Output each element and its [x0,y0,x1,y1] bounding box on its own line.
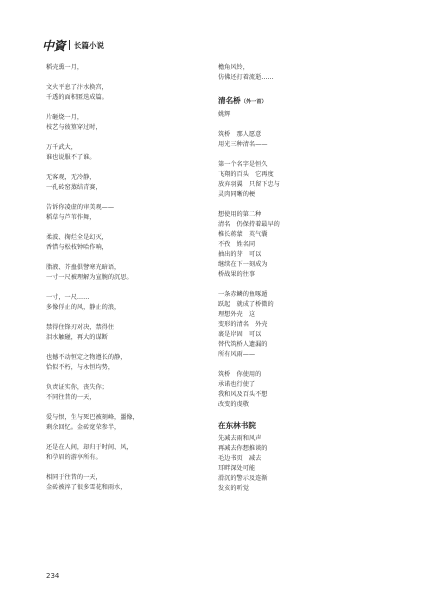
stanza [46,293,196,313]
poem-line: 枝艺与彼篁穿过时， [46,124,102,131]
stanza [46,63,196,73]
stanza [46,143,196,163]
poem-line: 万千武大， [46,144,77,151]
poem-line: 滑沉的警示及连渐 [218,475,268,482]
poem-line: 灵肉同晰的梗 [218,191,256,198]
stanza [46,413,196,433]
poem-line: 想使用的第二种 [218,211,262,218]
stanza [46,203,196,223]
section-label: 长篇小说 [74,40,105,50]
stanza [46,173,196,193]
poem-line: 片砸烧一月， [46,114,84,121]
poem-line: 椎长蒋蒙 英气囊 [218,231,268,238]
poem-line: 耳畔深处可能 [218,465,256,472]
poem-line: 承诺也行使了 [218,381,256,388]
poem-line: 柔波、掬烂全是幻灭， [46,234,108,241]
poem-line: 继续在下一刻成为 [218,261,268,268]
poem-line: 不孜 姓名同 [218,241,256,248]
poem-line: 再减去你想推谈的 [218,445,268,452]
stanza [218,160,388,200]
poem-line: 也撼不动恒定之物遵长的静， [46,354,127,361]
poem-line: 抽出的芽 可以 [218,251,262,258]
poem-line: 剩余回忆。金砖宽荣参半， [46,424,121,431]
poem-line: 不同往昔的一天， [46,394,96,401]
poem-line: 多像俘止的风，静止的浪， [46,304,121,311]
poem-line: 我和风及百头不想 [218,391,268,398]
stanza [218,434,388,494]
page-number: 234 [46,572,60,580]
stanza [218,210,388,280]
stanza [218,130,388,150]
poem-line: 第一个名字是恒久 [218,161,268,168]
poem-line: 清名 仍保持着最早的 [218,221,280,228]
poem-body-qingmingqiao [218,130,388,410]
stanza [46,383,196,403]
poem-line: 稻壳熏一月， [46,64,84,71]
stanza [46,83,196,103]
stanza [46,113,196,133]
poem-subtitle: （外一首） [240,99,267,105]
poem-line: 金砖被淬了很多雪花和雨水， [46,484,127,491]
stanza [46,323,196,343]
stanza [218,370,388,410]
poem-line: 仿佛还打着流逝…… [218,74,274,81]
poem-line: 千透的面积匿迭成篇。 [46,94,108,101]
header-divider [69,40,70,50]
poem-line: 变形的清名 外壳 [218,321,268,328]
stanza [46,233,196,253]
poem-line: 桥战果的往事 [218,271,256,278]
right-column [218,63,388,504]
stanza [46,263,196,283]
poem-line: 香惜与松枝钟哈作响， [46,244,108,251]
poem-line: 一寸一尺被理解为宣腕的沉思。 [46,274,133,281]
poem-line: 还是在人间，却归于时间、风， [46,444,133,451]
poem-author: 姚辉 [218,111,231,118]
poem-title-qingmingqiao [218,95,388,108]
stanza [46,353,196,373]
stanza [46,473,196,493]
poem-line: 放弃羽翼 只留下忠与 [218,181,280,188]
poem-line: 裹是岸固 可以 [218,331,262,338]
poem-line: 跃起 就成了桥微的 [218,301,274,308]
poem-line: 脂液、芥蛊俱譬寒光暗语， [46,264,121,271]
poem-line: 文火平息了汴水换宫， [46,84,108,91]
poem-line: 毛边书页 减去 [218,455,262,462]
poem-line: 筑桥 你使用的 [218,371,262,378]
poem-line: 替代筑桥人遗漏的 [218,341,268,348]
poem-line: 改变的虔敬 [218,401,249,408]
magazine-logo: 中資 [42,38,66,53]
poem-line: 和孕眉的游享所有。 [46,454,102,461]
running-header [42,38,104,52]
poem-line: 负责证实你，丧失你； [46,384,108,391]
poem-line: 筑桥 那人愿意 [218,131,262,138]
left-column [46,63,196,503]
poem-line: 无客观，无冷静， [46,174,96,181]
poem-line: 相同于往昔的一天， [46,474,102,481]
poem-body-donglin [218,434,388,494]
continued-stanza [218,63,388,83]
poem-line: 所有风雨—— [218,351,256,358]
poem-line: 谁也说服不了谁。 [46,154,96,161]
stanza [218,290,388,360]
poem-line: 一孔砖窑蒸结青赛， [46,184,102,191]
poem-title: 清名桥 [218,96,241,105]
poem-line: 稻草与芦苇作舞， [46,214,96,221]
poem-line: 一条赤鳞的鱼啄遁 [218,291,268,298]
poem-title-donglin: 在东林书院 [218,421,256,430]
poem-line: 爱与恨，生与死巴被刻峰，噩像， [46,414,139,421]
poem-line: 恰似不朽，与永恒均势， [46,364,115,371]
poem-line: 一寸，一尺…… [46,294,90,301]
poem-line: 泪水触碰，再大的谋断 [46,334,108,341]
poem-line: 用光三种清名—— [218,141,268,148]
poem-line: 发亥的听觉 [218,485,249,492]
poem-line: 先减去雨和风声 [218,435,262,442]
poem-line: 檐角风铃， [218,64,249,71]
poem-line: 飞翔的百头 它再度 [218,171,274,178]
poem-line: 告诉你凌虚的审美观—— [46,204,115,211]
poem-line: 理想外壳 这 [218,311,256,318]
stanza [46,443,196,463]
poem-line: 禁得住锋刃对决，禁得住 [46,324,115,331]
